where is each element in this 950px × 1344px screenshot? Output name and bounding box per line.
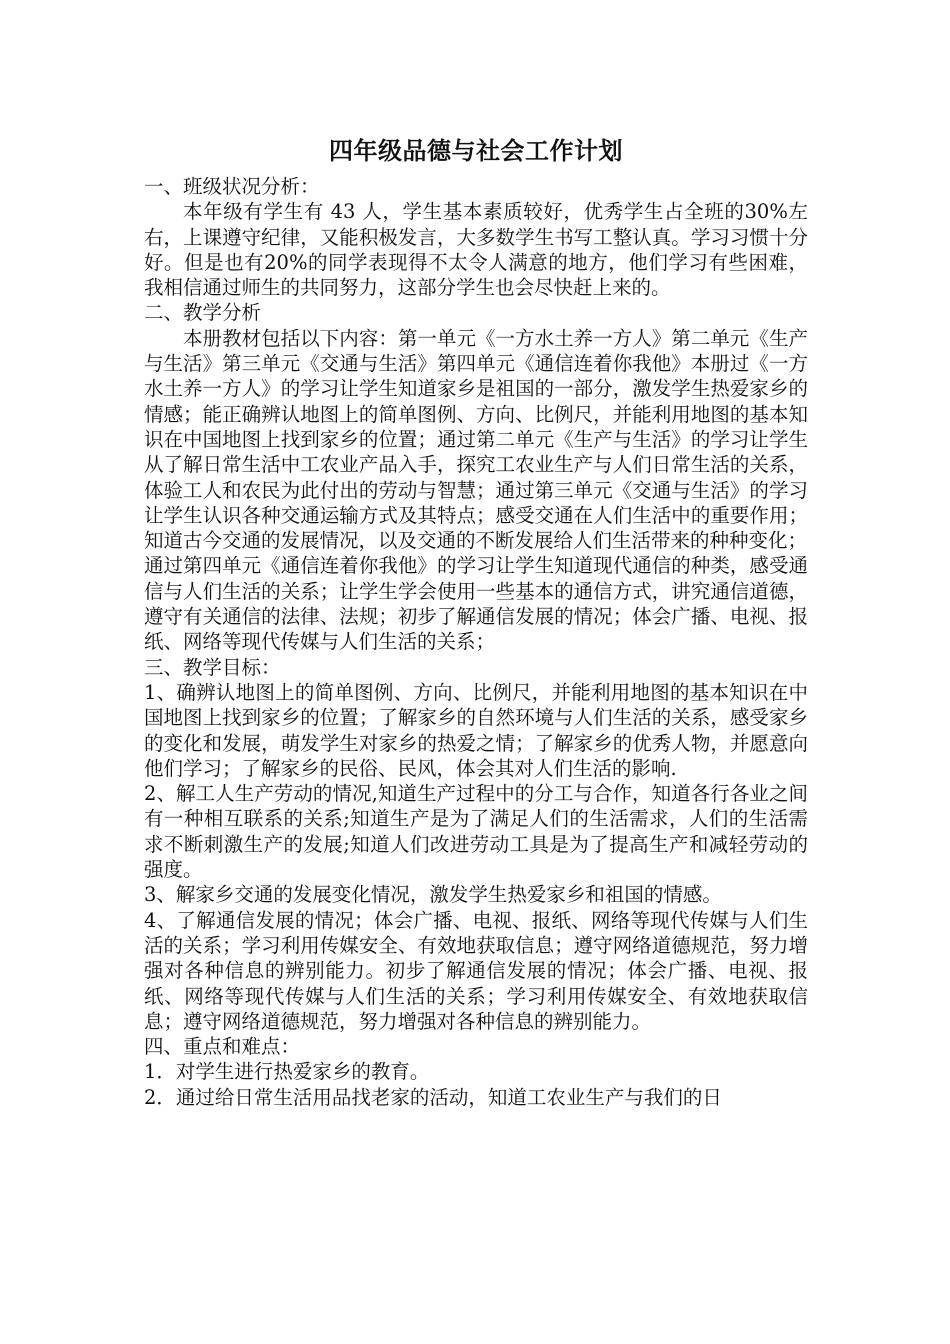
section-3-item-1: 1、确辨认地图上的简单图例、方向、比例尺，并能利用地图的基本知识在中国地图上找到家乡的位置；了解家乡的自然环境与人们生活的关系，感受家乡的变化和发展，萌发学生对家乡的热爱之情；了解家乡的优秀人物，并愿意向他们学习；了解家乡的民俗、民风，体会其对人们生活的影响. <box>144 680 808 780</box>
section-3-item-2: 2、解工人生产劳动的情况,知道生产过程中的分工与合作，知道各行各业之间有一种相互联系的关系;知道生产是为了满足人们的生活需求，人们的生活需求不断刺激生产的发展;知道人们改进劳动工具是为了提高生产和减轻劳动的强度。 <box>144 782 808 882</box>
section-4-heading: 四、重点和难点： <box>144 1035 301 1059</box>
section-1-body: 本年级有学生有 43 人，学生基本素质较好，优秀学生占全班的30%左右，上课遵守纪律，又能积极发言，大多数学生书写工整认真。学习习惯十分好。但是也有20%的同学表现得不太令人满意的地方，他们学习有些困难，我相信通过师生的共同努力，这部分学生也会尽快赶上来的。 <box>144 200 808 300</box>
section-2-body-2: 通过第四单元《通信连着你我他》的学习让学生知道现代通信的种类，感受通信与人们生活的关系；让学生学会使用一些基本的通信方式，讲究通信道德，遵守有关通信的法律、法规；初步了解通信发展的情况；体会广播、电视、报纸、网络等现代传媒与人们生活的关系； <box>144 554 808 654</box>
document-title: 四年级品德与社会工作计划 <box>329 136 623 165</box>
section-2-body-1: 本册教材包括以下内容：第一单元《一方水土养一方人》第二单元《生产与生活》第三单元《交通与生活》第四单元《通信连着你我他》本册过《一方水土养一方人》的学习让学生知道家乡是祖国的一部分，激发学生热爱家乡的情感；能正确辨认地图上的简单图例、方向、比例尺，并能利用地图的基本知识在中国地图上找到家乡的位置；通过第二单元《生产与生活》的学习让学生从了解日常生活中工农业产品入手，探究工农业生产与人们日常生活的关系，体验工人和农民为此付出的劳动与智慧；通过第三单元《交通与生活》的学习让学生认识各种交通运输方式及其特点；感受交通在人们生活中的重要作用；知道古今交通的发展情况，以及交通的不断发展给人们生活带来的种种变化； <box>144 326 808 553</box>
section-4-item-1: 1．对学生进行热爱家乡的教育。 <box>144 1060 430 1084</box>
section-3-item-4: 4、了解通信发展的情况；体会广播、电视、报纸、网络等现代传媒与人们生活的关系；学习利用传媒安全、有效地获取信息；遵守网络道德规范，努力增强对各种信息的辨别能力。初步了解通信发展的情况；体会广播、电视、报纸、网络等现代传媒与人们生活的关系；学习利用传媒安全、有效地获取信息；遵守网络道德规范，努力增强对各种信息的辨别能力。 <box>144 908 808 1033</box>
document-page <box>144 132 808 1110</box>
section-1-heading: 一、班级状况分析： <box>144 175 320 198</box>
section-3-item-3: 3、解家乡交通的发展变化情况，激发学生热爱家乡和祖国的情感。 <box>144 883 722 907</box>
section-4-item-2: 2．通过给日常生活用品找老家的活动，知道工农业生产与我们的日 <box>144 1085 722 1109</box>
section-3-heading: 三、教学目标： <box>144 655 281 679</box>
section-2-heading: 二、教学分析 <box>144 301 262 325</box>
